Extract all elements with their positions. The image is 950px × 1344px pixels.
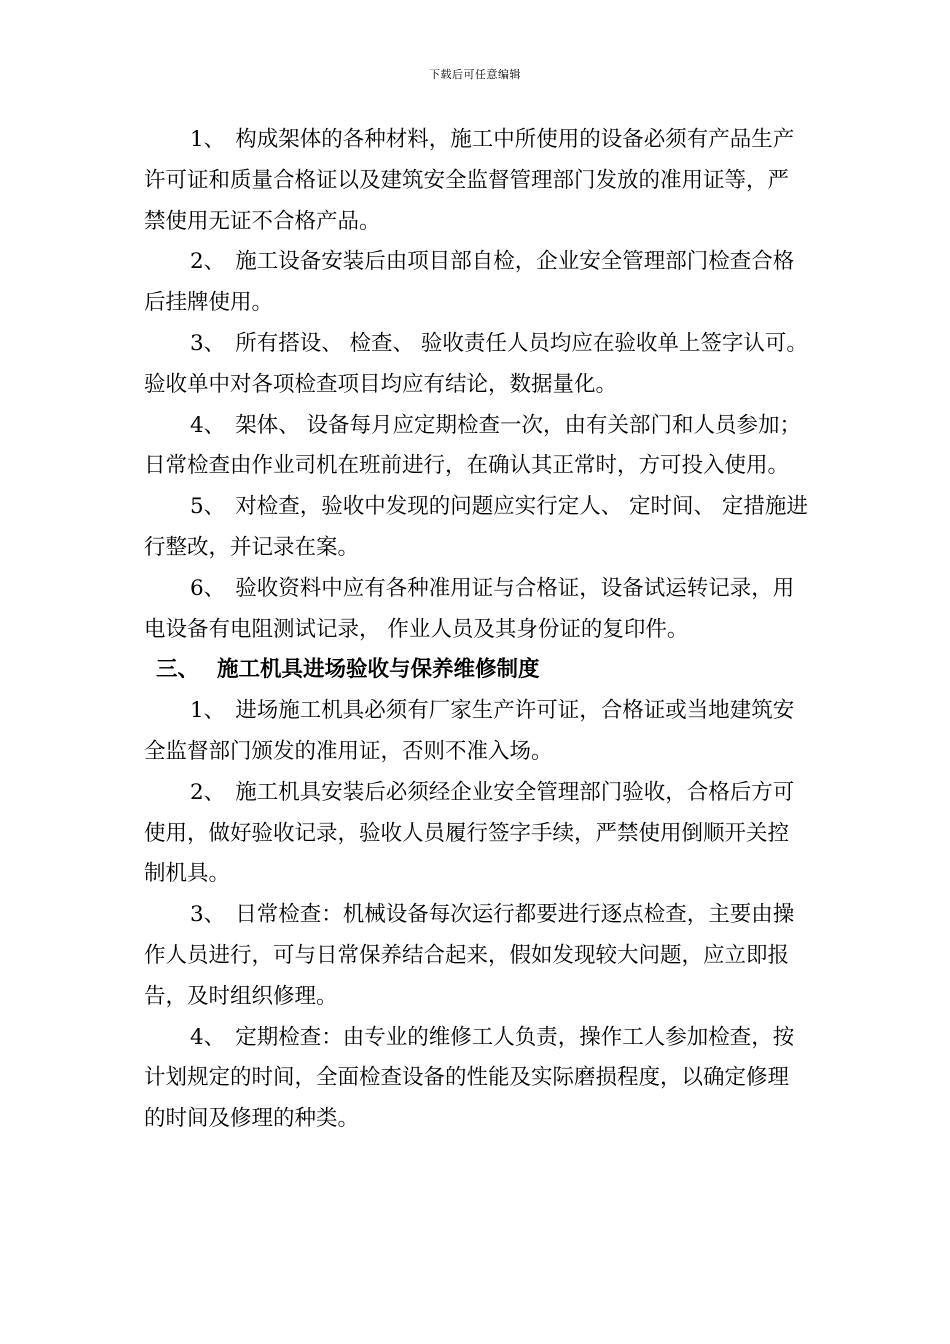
paragraph-4 bbox=[144, 406, 808, 488]
paragraph-number: 1、 bbox=[190, 698, 226, 724]
section-paragraph-2 bbox=[144, 773, 808, 895]
paragraph-5 bbox=[144, 487, 808, 569]
paragraph-number: 4、 bbox=[190, 1024, 226, 1050]
section-paragraph-1 bbox=[144, 691, 808, 773]
paragraph-1 bbox=[144, 120, 808, 242]
paragraph-6 bbox=[144, 569, 808, 651]
paragraph-text: 所有搭设、 检查、 验收责任人员均应在验收单上签字认可。验收单中对各项检查项目均应有结论，数据量化。 bbox=[144, 330, 808, 397]
paragraph-number: 6、 bbox=[190, 575, 226, 601]
paragraph-number: 1、 bbox=[190, 127, 226, 152]
paragraph-number: 4、 bbox=[190, 412, 226, 438]
page-header: 下载后可任意编辑 bbox=[429, 68, 521, 81]
paragraph-number: 2、 bbox=[190, 249, 226, 275]
paragraph-number: 2、 bbox=[190, 779, 226, 805]
paragraph-text: 定期检查：由专业的维修工人负责，操作工人参加检查，按计划规定的时间，全面检查设备的性能及实际磨损程度，以确定修理的时间及修理的种类。 bbox=[144, 1024, 795, 1132]
section-number: 三、 bbox=[156, 657, 200, 683]
paragraph-text: 施工机具安装后必须经企业安全管理部门验收，合格后方可使用，做好验收记录，验收人员履行签字手续，严禁使用倒顺开关控制机具。 bbox=[144, 779, 795, 887]
section-heading bbox=[144, 650, 808, 691]
paragraph-text: 对检查，验收中发现的问题应实行定人、 定时间、 定措施进行整改，并记录在案。 bbox=[144, 494, 808, 560]
paragraph-text: 构成架体的各种材料，施工中所使用的设备必须有产品生产许可证和质量合格证以及建筑安全监督管理部门发放的准用证等，严禁使用无证不合格产品。 bbox=[144, 127, 795, 234]
paragraph-text: 进场施工机具必须有厂家生产许可证，合格证或当地建筑安全监督部门颁发的准用证，否则不准入场。 bbox=[144, 698, 795, 764]
paragraph-text: 架体、 设备每月应定期检查一次，由有关部门和人员参加；日常检查由作业司机在班前进行，在确认其正常时，方可投入使用。 bbox=[144, 412, 802, 479]
document-body bbox=[144, 120, 808, 1140]
section-title: 施工机具进场验收与保养维修制度 bbox=[217, 657, 540, 683]
paragraph-number: 3、 bbox=[190, 330, 226, 356]
section-paragraph-4 bbox=[144, 1018, 808, 1140]
section-paragraph-3 bbox=[144, 895, 808, 1017]
paragraph-number: 5、 bbox=[190, 494, 226, 520]
paragraph-2 bbox=[144, 242, 808, 324]
paragraph-number: 3、 bbox=[190, 902, 226, 928]
paragraph-text: 验收资料中应有各种准用证与合格证，设备试运转记录，用电设备有电阻测试记录， 作业人员及其身份证的复印件。 bbox=[144, 575, 795, 642]
paragraph-3 bbox=[144, 324, 808, 406]
paragraph-text: 日常检查：机械设备每次运行都要进行逐点检查，主要由操作人员进行，可与日常保养结合起来，假如发现较大问题，应立即报告，及时组织修理。 bbox=[144, 902, 795, 1009]
paragraph-text: 施工设备安装后由项目部自检，企业安全管理部门检查合格后挂牌使用。 bbox=[144, 249, 795, 316]
